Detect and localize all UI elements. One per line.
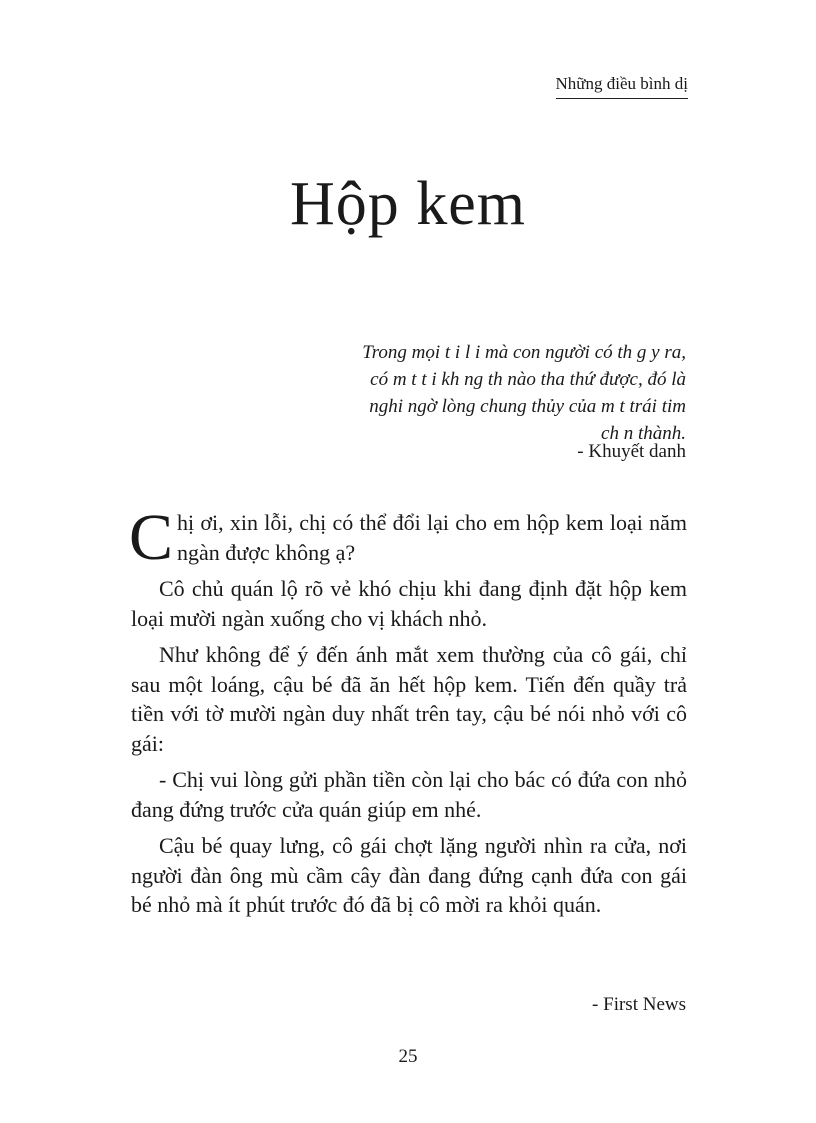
epigraph-author: - Khuyết danh bbox=[577, 441, 686, 462]
page-number: 25 bbox=[398, 1046, 418, 1067]
running-header: Những điều bình dị bbox=[556, 74, 688, 99]
story-body bbox=[129, 501, 687, 927]
paragraph-3: Như không để ý đến ánh mắt xem thường của cô gái, chỉ sau một loáng, cậu bé đã ăn hết hộp kem. Tiến đến quầy trả tiền với tờ mười ngàn duy nhất trên tay, cậu bé nói nhỏ với cô gái: bbox=[131, 642, 687, 756]
paragraph-5: Cậu bé quay lưng, cô gái chợt lặng người nhìn ra cửa, nơi người đàn ông mù cầm cây đàn đang đứng cạnh đứa con gái bé nhỏ mà ít phút trước đó đã bị cô mời ra khỏi quán. bbox=[131, 833, 687, 917]
epigraph-quote: Trong mọi t i l i mà con người có th g y ra, có m t t i kh ng th nào tha thứ được, đó là nghi ngờ lòng chung thủy của m t trái tim ch n thành. bbox=[362, 342, 686, 444]
paragraph-1 bbox=[129, 501, 687, 574]
paragraph-4: - Chị vui lòng gửi phần tiền còn lại cho bác có đứa con nhỏ đang đứng trước cửa quán giúp em nhé. bbox=[131, 767, 687, 822]
paragraph-2: Cô chủ quán lộ rõ vẻ khó chịu khi đang định đặt hộp kem loại mười ngàn xuống cho vị khách nhỏ. bbox=[131, 576, 687, 631]
source-credit: - First News bbox=[592, 994, 686, 1015]
drop-cap: C bbox=[129, 501, 174, 574]
story-title: Hộp kem bbox=[289, 170, 527, 238]
paragraph-1-text: hị ơi, xin lỗi, chị có thể đổi lại cho em hộp kem loại năm ngàn được không ạ? bbox=[177, 510, 687, 565]
